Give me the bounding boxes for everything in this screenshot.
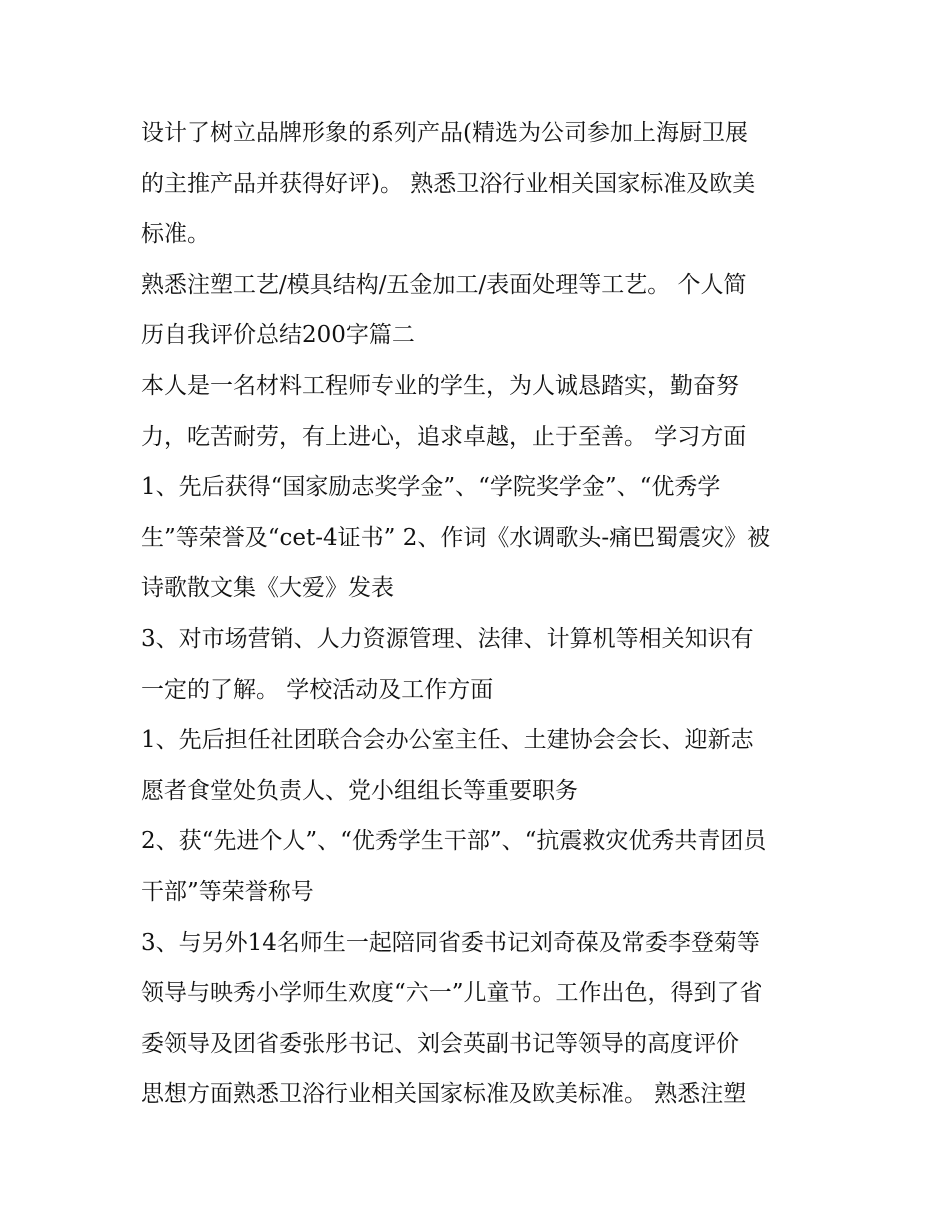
- text-line: 生”等荣誉及“cet-4证书” 2、作词《水调歌头-痛巴蜀震灾》被: [141, 524, 771, 551]
- text-line: 一定的了解。 学校活动及工作方面: [141, 676, 494, 703]
- text-line: 领导与映秀小学师生欢度“六一”儿童节。工作出色，得到了省: [141, 980, 763, 1007]
- text-line: 3、与另外14名师生一起陪同省委书记刘奇葆及常委李登菊等: [141, 929, 760, 956]
- text-line: 1、先后获得“国家励志奖学金”、“学院奖学金”、“优秀学: [141, 474, 721, 501]
- text-line: 干部”等荣誉称号: [141, 878, 314, 905]
- text-line: 力，吃苦耐劳，有上进心，追求卓越，止于至善。 学习方面: [141, 423, 747, 450]
- text-line: 愿者食堂处负责人、党小组组长等重要职务: [141, 777, 578, 804]
- text-line: 设计了树立品牌形象的系列产品(精选为公司参加上海厨卫展: [141, 120, 748, 146]
- text-line: 委领导及团省委张彤书记、刘会英副书记等领导的高度评价: [141, 1030, 739, 1057]
- text-line: 的主推产品并获得好评)。 熟悉卫浴行业相关国家标准及欧美: [141, 170, 756, 197]
- text-line: 诗歌散文集《大爱》发表: [141, 575, 394, 602]
- text-line: 本人是一名材料工程师专业的学生，为人诚恳踏实，勤奋努: [141, 372, 739, 399]
- text-line: 熟悉注塑工艺/模具结构/五金加工/表面处理等工艺。 个人简: [141, 271, 747, 298]
- text-line: 历自我评价总结200字篇二: [141, 322, 415, 349]
- text-line: 1、先后担任社团联合会办公室主任、土建协会会长、迎新志: [141, 727, 754, 754]
- text-line: 2、获“先进个人”、“优秀学生干部”、“抗震救灾优秀共青团员: [141, 828, 767, 855]
- text-line: 3、对市场营销、人力资源管理、法律、计算机等相关知识有: [141, 625, 754, 652]
- document-body: [141, 108, 821, 1120]
- text-line: 标准。: [141, 221, 210, 248]
- text-line: 思想方面熟悉卫浴行业相关国家标准及欧美标准。 熟悉注塑: [141, 1081, 747, 1108]
